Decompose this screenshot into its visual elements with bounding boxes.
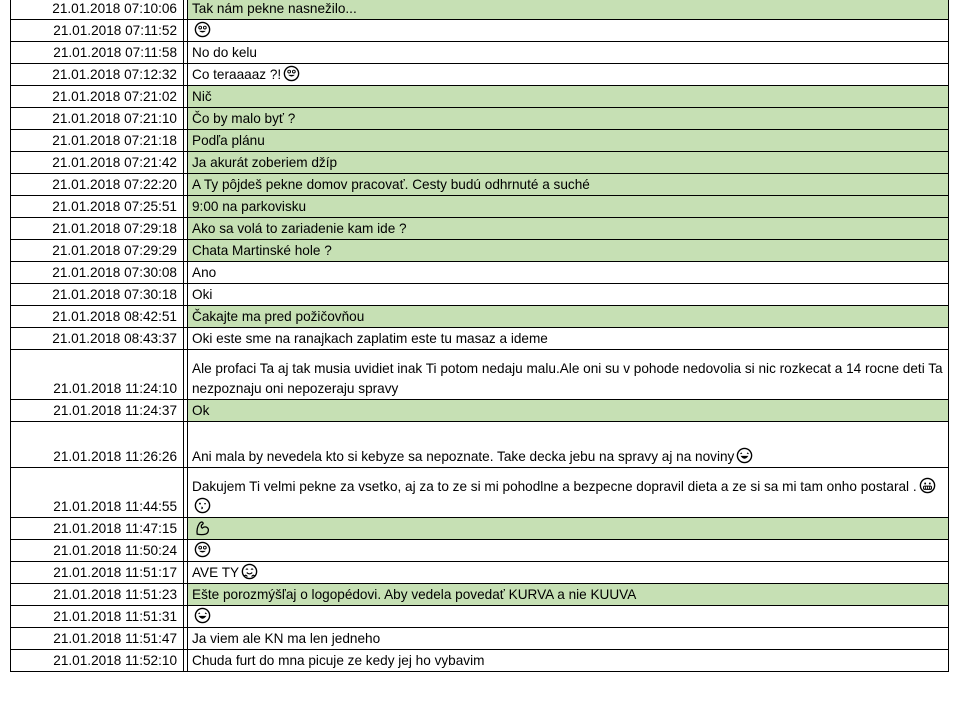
chat-row <box>11 240 949 262</box>
message-cell <box>188 42 949 64</box>
laughing-face-icon <box>736 447 753 464</box>
timestamp: 21.01.2018 07:22:20 <box>11 174 184 196</box>
message-text: No do kelu <box>192 45 257 60</box>
chat-log-body <box>11 0 949 672</box>
timestamp: 21.01.2018 07:12:32 <box>11 64 184 86</box>
message-cell <box>188 518 949 540</box>
chat-row <box>11 350 949 400</box>
message-text: Co teraaaaz ?! <box>192 67 282 82</box>
timestamp: 21.01.2018 08:43:37 <box>11 328 184 350</box>
chat-row <box>11 130 949 152</box>
timestamp: 21.01.2018 07:10:06 <box>11 0 184 20</box>
chat-row <box>11 284 949 306</box>
message-cell <box>188 584 949 606</box>
message-cell <box>188 400 949 422</box>
message-text: Ja viem ale KN ma len jedneho <box>192 631 381 646</box>
message-text: Ale profaci Ta aj tak musia uvidiet inak Ti potom nedaju malu.Ale oni su v pohode nedovolia si nic rozkecat a 14 rocne deti Ta nezpoznaju oni nepozeraju spravy <box>192 361 943 396</box>
message-text: Chata Martinské hole ? <box>192 243 332 258</box>
chat-row <box>11 306 949 328</box>
message-cell <box>188 628 949 650</box>
chat-row <box>11 218 949 240</box>
chat-row <box>11 0 949 20</box>
message-text: Ok <box>192 403 210 418</box>
message-cell <box>188 468 949 518</box>
message-cell <box>188 64 949 86</box>
message-text: Tak nám pekne nasnežilo... <box>192 1 357 16</box>
timestamp: 21.01.2018 07:21:42 <box>11 152 184 174</box>
timestamp: 21.01.2018 07:29:18 <box>11 218 184 240</box>
message-text: Podľa plánu <box>192 133 265 148</box>
timestamp: 21.01.2018 07:25:51 <box>11 196 184 218</box>
message-cell <box>188 152 949 174</box>
timestamp: 21.01.2018 11:26:26 <box>11 422 184 468</box>
message-cell <box>188 262 949 284</box>
chat-row <box>11 606 949 628</box>
chat-row <box>11 422 949 468</box>
chat-row <box>11 108 949 130</box>
chat-log-table <box>10 0 949 672</box>
message-cell <box>188 540 949 562</box>
message-cell <box>188 174 949 196</box>
timestamp: 21.01.2018 11:24:37 <box>11 400 184 422</box>
message-cell <box>188 0 949 20</box>
chat-row <box>11 42 949 64</box>
message-text: Ani mala by nevedela kto si kebyze sa nepoznate. Take decka jebu na spravy aj na noviny <box>192 449 735 464</box>
message-cell <box>188 108 949 130</box>
chat-row <box>11 584 949 606</box>
timestamp: 21.01.2018 11:44:55 <box>11 468 184 518</box>
chat-row <box>11 400 949 422</box>
timestamp: 21.01.2018 08:42:51 <box>11 306 184 328</box>
timestamp: 21.01.2018 11:51:31 <box>11 606 184 628</box>
chat-row <box>11 20 949 42</box>
chat-row <box>11 650 949 672</box>
timestamp: 21.01.2018 07:29:29 <box>11 240 184 262</box>
timestamp: 21.01.2018 11:51:47 <box>11 628 184 650</box>
timestamp: 21.01.2018 11:51:17 <box>11 562 184 584</box>
chat-row <box>11 64 949 86</box>
message-cell <box>188 20 949 42</box>
message-cell <box>188 562 949 584</box>
chat-row <box>11 468 949 518</box>
chat-row <box>11 328 949 350</box>
timestamp: 21.01.2018 11:47:15 <box>11 518 184 540</box>
timestamp: 21.01.2018 07:30:18 <box>11 284 184 306</box>
timestamp: 21.01.2018 07:30:08 <box>11 262 184 284</box>
laughing-face-icon <box>194 607 211 624</box>
message-text: Oki este sme na ranajkach zaplatim este tu masaz a ideme <box>192 331 548 346</box>
chat-row <box>11 562 949 584</box>
timestamp: 21.01.2018 11:52:10 <box>11 650 184 672</box>
message-cell <box>188 86 949 108</box>
face-icon <box>194 21 211 38</box>
face-icon <box>283 65 300 82</box>
message-cell <box>188 284 949 306</box>
message-text: 9:00 na parkovisku <box>192 199 307 214</box>
message-text: Čo by malo byť ? <box>192 111 296 126</box>
timestamp: 21.01.2018 07:11:58 <box>11 42 184 64</box>
message-cell <box>188 650 949 672</box>
chat-row <box>11 518 949 540</box>
grimace-face-icon <box>919 477 936 494</box>
message-text: Chuda furt do mna picuje ze kedy jej ho vybavim <box>192 653 485 668</box>
chat-row <box>11 196 949 218</box>
message-cell <box>188 218 949 240</box>
message-cell <box>188 422 949 468</box>
message-cell <box>188 328 949 350</box>
chat-row <box>11 628 949 650</box>
message-cell <box>188 606 949 628</box>
timestamp: 21.01.2018 07:21:10 <box>11 108 184 130</box>
hugging-face-icon <box>241 563 258 580</box>
chat-row <box>11 174 949 196</box>
message-cell <box>188 240 949 262</box>
message-text: Nič <box>192 89 212 104</box>
message-text: Ano <box>192 265 217 280</box>
message-text: Dakujem Ti velmi pekne za vsetko, aj za to ze si mi pohodlne a bezpecne dopravil dieta a ze si sa mi tam onho postaral . <box>192 479 917 494</box>
kiss-face-icon <box>194 497 211 514</box>
timestamp: 21.01.2018 11:24:10 <box>11 350 184 400</box>
timestamp: 21.01.2018 11:50:24 <box>11 540 184 562</box>
chat-row <box>11 86 949 108</box>
message-text: Čakajte ma pred požičovňou <box>192 309 365 324</box>
message-text: Ja akurát zoberiem džíp <box>192 155 338 170</box>
message-cell <box>188 196 949 218</box>
chat-row <box>11 262 949 284</box>
chat-row <box>11 152 949 174</box>
message-cell <box>188 350 949 400</box>
timestamp: 21.01.2018 07:11:52 <box>11 20 184 42</box>
message-text: A Ty pôjdeš pekne domov pracovať. Cesty budú odhrnuté a suché <box>192 177 590 192</box>
message-cell <box>188 130 949 152</box>
message-cell <box>188 306 949 328</box>
face-icon <box>194 541 211 558</box>
message-text: Oki <box>192 287 213 302</box>
timestamp: 21.01.2018 11:51:23 <box>11 584 184 606</box>
timestamp: 21.01.2018 07:21:18 <box>11 130 184 152</box>
message-text: Ako sa volá to zariadenie kam ide ? <box>192 221 407 236</box>
chat-row <box>11 540 949 562</box>
timestamp: 21.01.2018 07:21:02 <box>11 86 184 108</box>
message-text: Ešte porozmýšľaj o logopédovi. Aby vedela povedať KURVA a nie KUUVA <box>192 587 637 602</box>
message-text: AVE TY <box>192 565 240 580</box>
flexed-biceps-icon <box>194 519 211 536</box>
